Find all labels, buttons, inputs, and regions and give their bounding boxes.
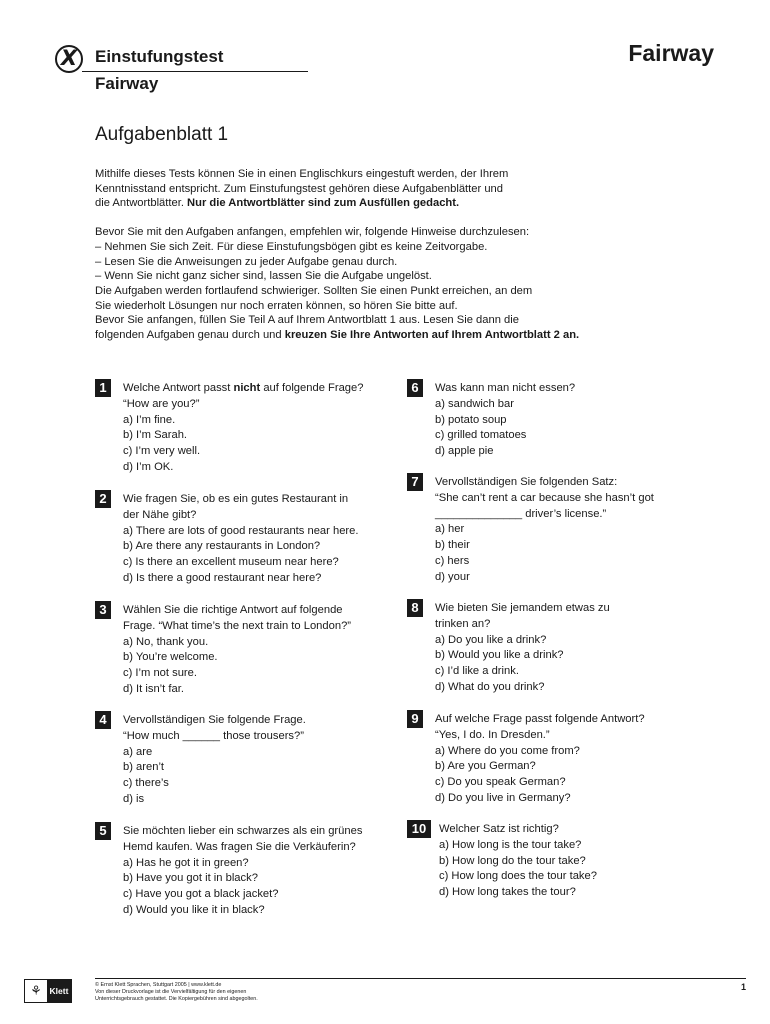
intro-line: Bevor Sie mit den Aufgaben anfangen, empfehlen wir, folgende Hinweise durchzulesen: (95, 226, 530, 239)
question-prompt: Hemd kaufen. Was fragen Sie die Verkäuferin? (123, 840, 356, 853)
question-prompt: ______________ driver’s license.” (435, 507, 607, 520)
question-prompt: trinken an? (435, 617, 491, 630)
intro-bold-note: Nur die Antwortblätter sind zum Ausfüllen gedacht. (187, 197, 460, 210)
answer-option: a) are (123, 745, 153, 758)
intro-text: folgenden Aufgaben genau durch und (95, 329, 285, 342)
question-prompt: Frage. “What time’s the next train to London?” (123, 619, 352, 632)
answer-option: d) your (435, 570, 470, 583)
intro-line: Kenntnisstand entspricht. Zum Einstufungstest gehören diese Aufgabenblätter und (95, 182, 503, 195)
answer-option: d) Is there a good restaurant near here? (123, 571, 322, 584)
answer-option: c) Is there an excellent museum near here? (123, 556, 339, 569)
answer-option: c) there’s (123, 777, 169, 790)
question-number: 7 (407, 473, 423, 491)
answer-option: a) There are lots of good restaurants near here. (123, 524, 359, 537)
test-subtitle: Fairway (95, 74, 159, 93)
answer-option: a) I’m fine. (123, 413, 176, 426)
question-prompt: “She can’t rent a car because she hasn’t got (435, 491, 654, 504)
answer-option: b) I’m Sarah. (123, 429, 188, 442)
question-prompt: Vervollständigen Sie folgende Frage. (123, 714, 306, 726)
question-prompt: Vervollständigen Sie folgenden Satz: (435, 476, 618, 488)
intro-bold-note: kreuzen Sie Ihre Antworten auf Ihrem Antwortblatt 2 an. (284, 329, 580, 342)
page-title: Aufgabenblatt 1 (95, 124, 229, 145)
question-number: 2 (95, 490, 111, 508)
question-prompt: Wie bieten Sie jemandem etwas zu (435, 602, 610, 614)
copyright-notice (95, 982, 258, 1003)
answer-option: a) How long is the tour take? (439, 838, 582, 851)
intro-line: Sie wiederholt Lösungen nur noch erraten können, so hören Sie bitte auf. (95, 299, 458, 312)
answer-option: a) No, thank you. (123, 635, 209, 648)
answer-option: b) their (435, 539, 470, 552)
copyright-line: © Ernst Klett Sprachen, Stuttgart 2005 | www.klett.de (95, 982, 222, 988)
question-number: 9 (407, 710, 423, 728)
answer-option: d) is (123, 792, 145, 805)
answer-option: a) sandwich bar (435, 397, 514, 410)
question-prompt: Welche Antwort passt nicht auf folgende Frage? (123, 382, 364, 394)
answer-option: a) Do you like a drink? (435, 633, 547, 646)
answer-option: b) aren’t (123, 761, 165, 774)
answer-option: c) Do you speak German? (435, 776, 566, 789)
question-number: 8 (407, 599, 423, 617)
copyright-line: Von dieser Druckvorlage ist die Vervielfältigung für den eigenen (95, 989, 247, 995)
answer-option: d) I’m OK. (123, 460, 174, 473)
title-underline (82, 71, 308, 72)
intro-line: Bevor Sie anfangen, füllen Sie Teil A auf Ihrem Antwortblatt 1 aus. Lesen Sie dann die (95, 314, 519, 327)
footer-divider (95, 978, 746, 979)
question-prompt: Was kann man nicht essen? (435, 382, 576, 394)
instructions (95, 167, 695, 343)
answer-option: c) grilled tomatoes (435, 429, 527, 442)
intro-line: – Lesen Sie die Anweisungen zu jeder Aufgabe genau durch. (95, 255, 398, 268)
intro-line: – Wenn Sie nicht ganz sicher sind, lassen Sie die Aufgabe ungelöst. (95, 270, 432, 283)
question-prompt: “How are you?” (123, 397, 200, 410)
intro-line (95, 196, 695, 211)
answer-option: b) potato soup (435, 413, 507, 426)
answer-option: b) How long do the tour take? (439, 854, 586, 867)
question-prompt: der Nähe gibt? (123, 508, 197, 521)
answer-option: b) Are there any restaurants in London? (123, 540, 321, 553)
answer-option: c) hers (435, 554, 470, 567)
answer-option: d) How long takes the tour? (439, 886, 576, 899)
emphasis-nicht: nicht (233, 382, 261, 394)
question-prompt: “How much ______ those trousers?” (123, 729, 304, 742)
question-number: 6 (407, 379, 423, 397)
question-prompt: Wie fragen Sie, ob es ein gutes Restaurant in (123, 493, 349, 505)
intro-line: Die Aufgaben werden fortlaufend schwieriger. Sollten Sie einen Punkt erreichen, an dem (95, 284, 533, 297)
answer-option: d) Do you live in Germany? (435, 791, 571, 804)
answer-option: d) apple pie (435, 445, 494, 458)
klett-leaf-icon: ⚘ (30, 983, 42, 998)
answer-option: d) Would you like it in black? (123, 903, 265, 916)
answer-option: c) I’m not sure. (123, 667, 197, 680)
copyright-line: Unterrichtsgebrauch gestattet. Die Kopiergebühren sind abgegolten. (95, 996, 258, 1002)
question-number: 10 (407, 820, 431, 838)
answer-option: b) Are you German? (435, 760, 536, 773)
intro-line (95, 328, 695, 343)
question-prompt: Wählen Sie die richtige Antwort auf folgende (123, 604, 343, 616)
test-title: Einstufungstest (95, 47, 224, 66)
klett-wordmark: Klett (47, 980, 71, 1002)
question-prompt: Sie möchten lieber ein schwarzes als ein grünes (123, 825, 363, 837)
answer-option: b) You’re welcome. (123, 651, 218, 664)
intro-text: die Antwortblätter. (95, 197, 188, 210)
intro-line: – Nehmen Sie sich Zeit. Für diese Einstufungsbögen gibt es keine Zeitvorgabe. (95, 240, 488, 253)
klett-logo (24, 979, 72, 1003)
answer-option: c) Have you got a black jacket? (123, 888, 279, 901)
answer-option: b) Would you like a drink? (435, 649, 564, 662)
question-number: 3 (95, 601, 111, 619)
question-number: 5 (95, 822, 111, 840)
answer-option: b) Have you got it in black? (123, 872, 258, 885)
question-prompt: Auf welche Frage passt folgende Antwort? (435, 713, 645, 725)
answer-option: a) her (435, 523, 465, 536)
answer-option: a) Has he got it in green? (123, 856, 249, 869)
answer-option: d) What do you drink? (435, 680, 545, 693)
answer-option: c) How long does the tour take? (439, 870, 597, 883)
question-prompt: Welcher Satz ist richtig? (439, 823, 559, 835)
einstufungstest-logo-icon: X (55, 45, 83, 73)
page-number: 1 (740, 982, 746, 992)
answer-option: c) I’d like a drink. (435, 665, 519, 678)
brand-name: Fairway (628, 40, 714, 66)
answer-option: d) It isn’t far. (123, 682, 184, 695)
intro-line: Mithilfe dieses Tests können Sie in einen Englischkurs eingestuft werden, der Ihrem (95, 168, 509, 180)
answer-option: c) I’m very well. (123, 445, 201, 458)
question-number: 1 (95, 379, 111, 397)
answer-option: a) Where do you come from? (435, 744, 580, 757)
question-number: 4 (95, 711, 111, 729)
question-prompt: “Yes, I do. In Dresden.” (435, 728, 550, 741)
